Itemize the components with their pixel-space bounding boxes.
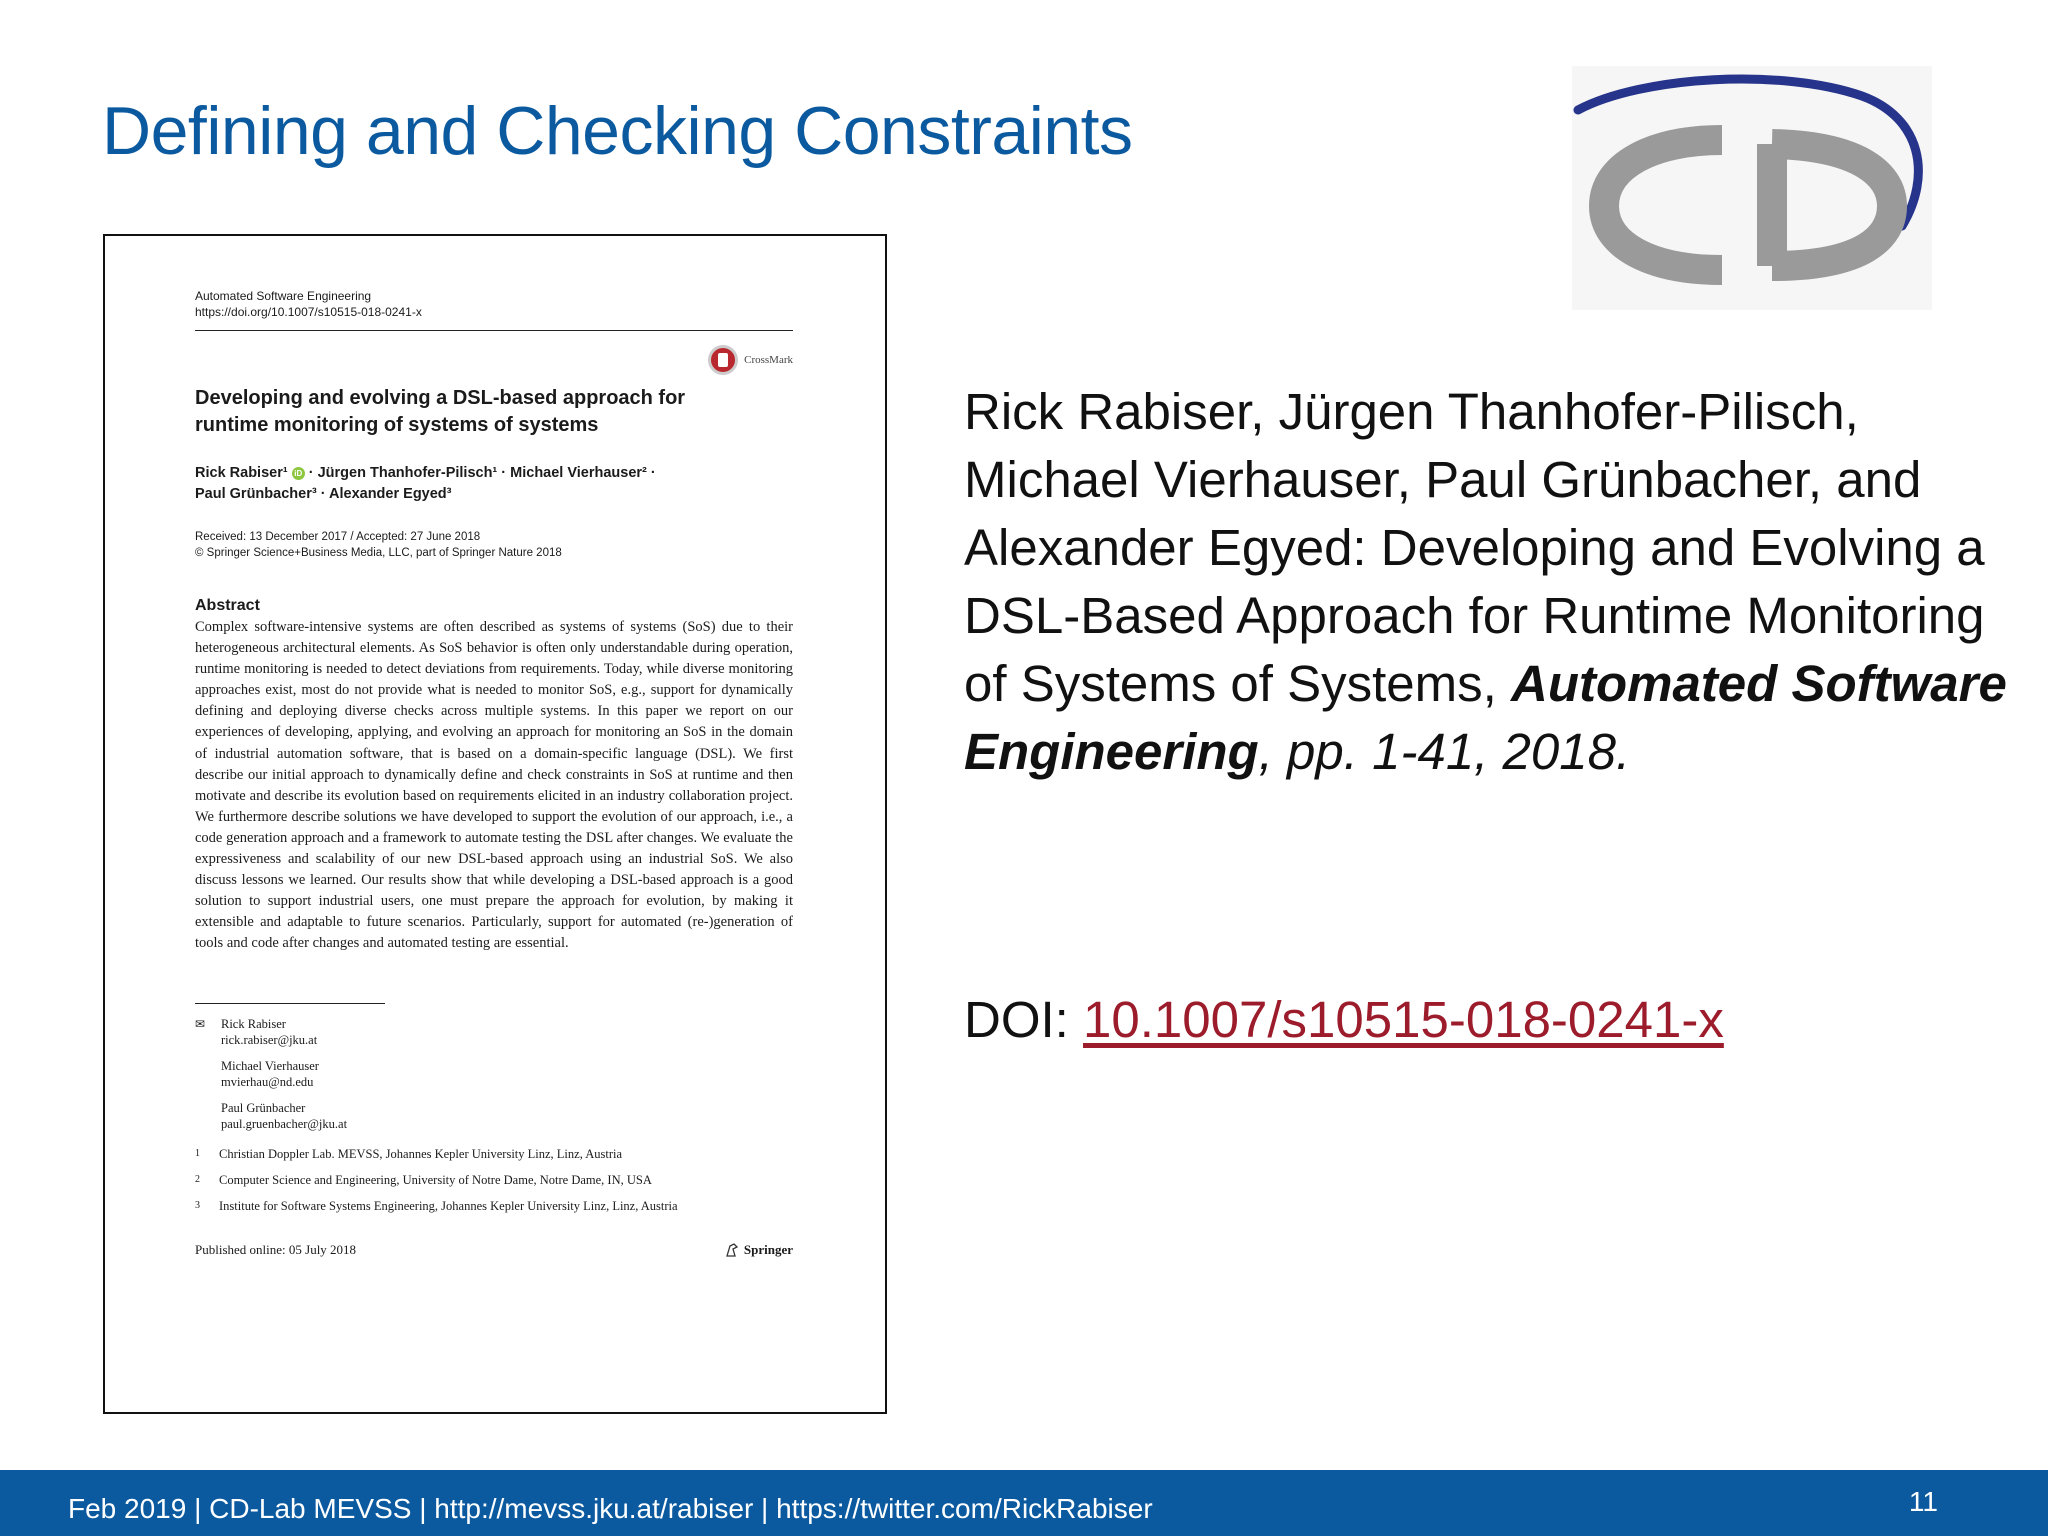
paper-copyright: © Springer Science+Business Media, LLC, part of Springer Nature 2018 <box>195 547 562 559</box>
citation-journal: Automated Software Engineering <box>964 655 2007 780</box>
affiliation-text: Computer Science and Engineering, University of Notre Dame, Notre Dame, IN, USA <box>219 1172 652 1187</box>
contact-email: paul.gruenbacher@jku.at <box>221 1116 348 1131</box>
slide-footer <box>0 1470 2048 1536</box>
envelope-icon: ✉ <box>195 1016 206 1031</box>
contact-name: Michael Vierhauser <box>221 1058 319 1073</box>
paper-published-row <box>195 1242 793 1258</box>
paper-doi-line: https://doi.org/10.1007/s10515-018-0241-x <box>195 305 422 319</box>
crossmark-icon <box>708 345 738 375</box>
paper-title: Developing and evolving a DSL-based approach for runtime monitoring of systems of systems <box>195 387 686 436</box>
contact-mark <box>195 1058 211 1090</box>
paper-authors-line2: Paul Grünbacher³ · Alexander Egyed³ <box>195 486 452 502</box>
citation-pages: , pp. 1-41, 2018. <box>1258 723 1631 780</box>
paper-journal: Automated Software Engineering <box>195 289 372 303</box>
crossmark-label: CrossMark <box>744 354 793 366</box>
contact-name: Rick Rabiser <box>221 1016 286 1031</box>
contact-mark <box>195 1100 211 1132</box>
paper-authors-rest: · Jürgen Thanhofer-Pilisch¹ · Michael Vierhauser² · <box>304 465 656 481</box>
crossmark <box>195 345 793 375</box>
cd-lab-logo <box>1572 66 1932 310</box>
footer-text: Feb 2019 | CD-Lab MEVSS | http://mevss.jku.at/rabiser | https://twitter.com/RickRabiser <box>68 1493 1153 1524</box>
contact-item <box>195 1058 793 1090</box>
contact-email: rick.rabiser@jku.at <box>221 1032 318 1047</box>
contact-name: Paul Grünbacher <box>221 1100 306 1115</box>
slide-title: Defining and Checking Constraints <box>102 93 1133 169</box>
paper-abstract: Complex software-intensive systems are often described as systems of systems (SoS) due to their heterogeneous architectural elements. As SoS behavior is often only understandable during operation, runtime monitoring is needed to detect deviations from requirements. Today, while diverse monitoring approaches exist, most do not provide what is needed to monitor SoS, e.g., support for dynamically defining and deploying diverse checks across multiple systems. In this paper we report on our experiences of developing, applying, and evolving an approach for monitoring an SoS in the domain of industrial automation software, that is based on a domain-specific language (DSL). We first describe our initial approach to dynamically define and check constraints in SoS at runtime and then motivate and describe its evolution based on requirements elicited in an industry collaboration project. We furthermore describe solutions we have developed to support the evolution of our approach, i.e., a code generation approach and a framework to automate testing the DSL after changes. We evaluate the expressiveness and scalability of our new DSL-based approach using an industrial SoS. We also discuss lessons we learned. Our results show that while developing a DSL-based approach is a good solution to support industrial users, one must prepare the approach for evolution, by making it extensible and adaptable to future scenarios. Particularly, support for automated (re-)generation of tools and code after changes and automated testing are essential. <box>195 619 793 952</box>
affiliation-item <box>195 1198 793 1214</box>
citation-text <box>964 378 2014 786</box>
springer-horse-icon <box>724 1242 740 1258</box>
affiliation-text: Christian Doppler Lab. MEVSS, Johannes Kepler University Linz, Linz, Austria <box>219 1146 623 1161</box>
affiliation-text: Institute for Software Systems Engineering, Johannes Kepler University Linz, Linz, Austria <box>219 1198 678 1213</box>
affiliation-number: 1 <box>195 1147 200 1159</box>
cd-logo-icon <box>1572 66 1932 310</box>
citation-authors-title: Rick Rabiser, Jürgen Thanhofer-Pilisch, Michael Vierhauser, Paul Grünbacher, and Alexander Egyed: Developing and Evolving a DSL-Based Approach for Runtime Monitoring of Systems of Systems, <box>964 383 1985 712</box>
paper-published: Published online: 05 July 2018 <box>195 1241 357 1257</box>
slide-number: 11 <box>1908 1486 1938 1517</box>
paper-abstract-heading: Abstract <box>195 597 260 614</box>
paper-affiliations <box>195 1146 793 1214</box>
paper-footnote-rule <box>195 1003 385 1004</box>
paper-author-first: Rick Rabiser¹ <box>195 465 288 481</box>
contact-email: mvierhau@nd.edu <box>221 1074 314 1089</box>
paper-authors <box>195 463 793 505</box>
contact-item <box>195 1100 793 1132</box>
paper-received: Received: 13 December 2017 / Accepted: 27 June 2018 <box>195 531 481 543</box>
orcid-icon: iD <box>292 467 305 480</box>
springer-logo <box>724 1242 793 1258</box>
contact-item <box>195 1016 793 1048</box>
paper-header-rule <box>195 330 793 331</box>
springer-label: Springer <box>743 1241 793 1257</box>
affiliation-item <box>195 1146 793 1162</box>
paper-contacts <box>195 1016 793 1132</box>
affiliation-number: 2 <box>195 1173 200 1185</box>
affiliation-number: 3 <box>195 1199 200 1211</box>
doi-link[interactable]: 10.1007/s10515-018-0241-x <box>1083 991 1724 1048</box>
paper-thumbnail <box>103 234 887 1414</box>
paper-dates <box>195 529 793 561</box>
affiliation-item <box>195 1172 793 1188</box>
doi-line <box>964 988 1724 1052</box>
doi-label: DOI: <box>964 991 1084 1048</box>
